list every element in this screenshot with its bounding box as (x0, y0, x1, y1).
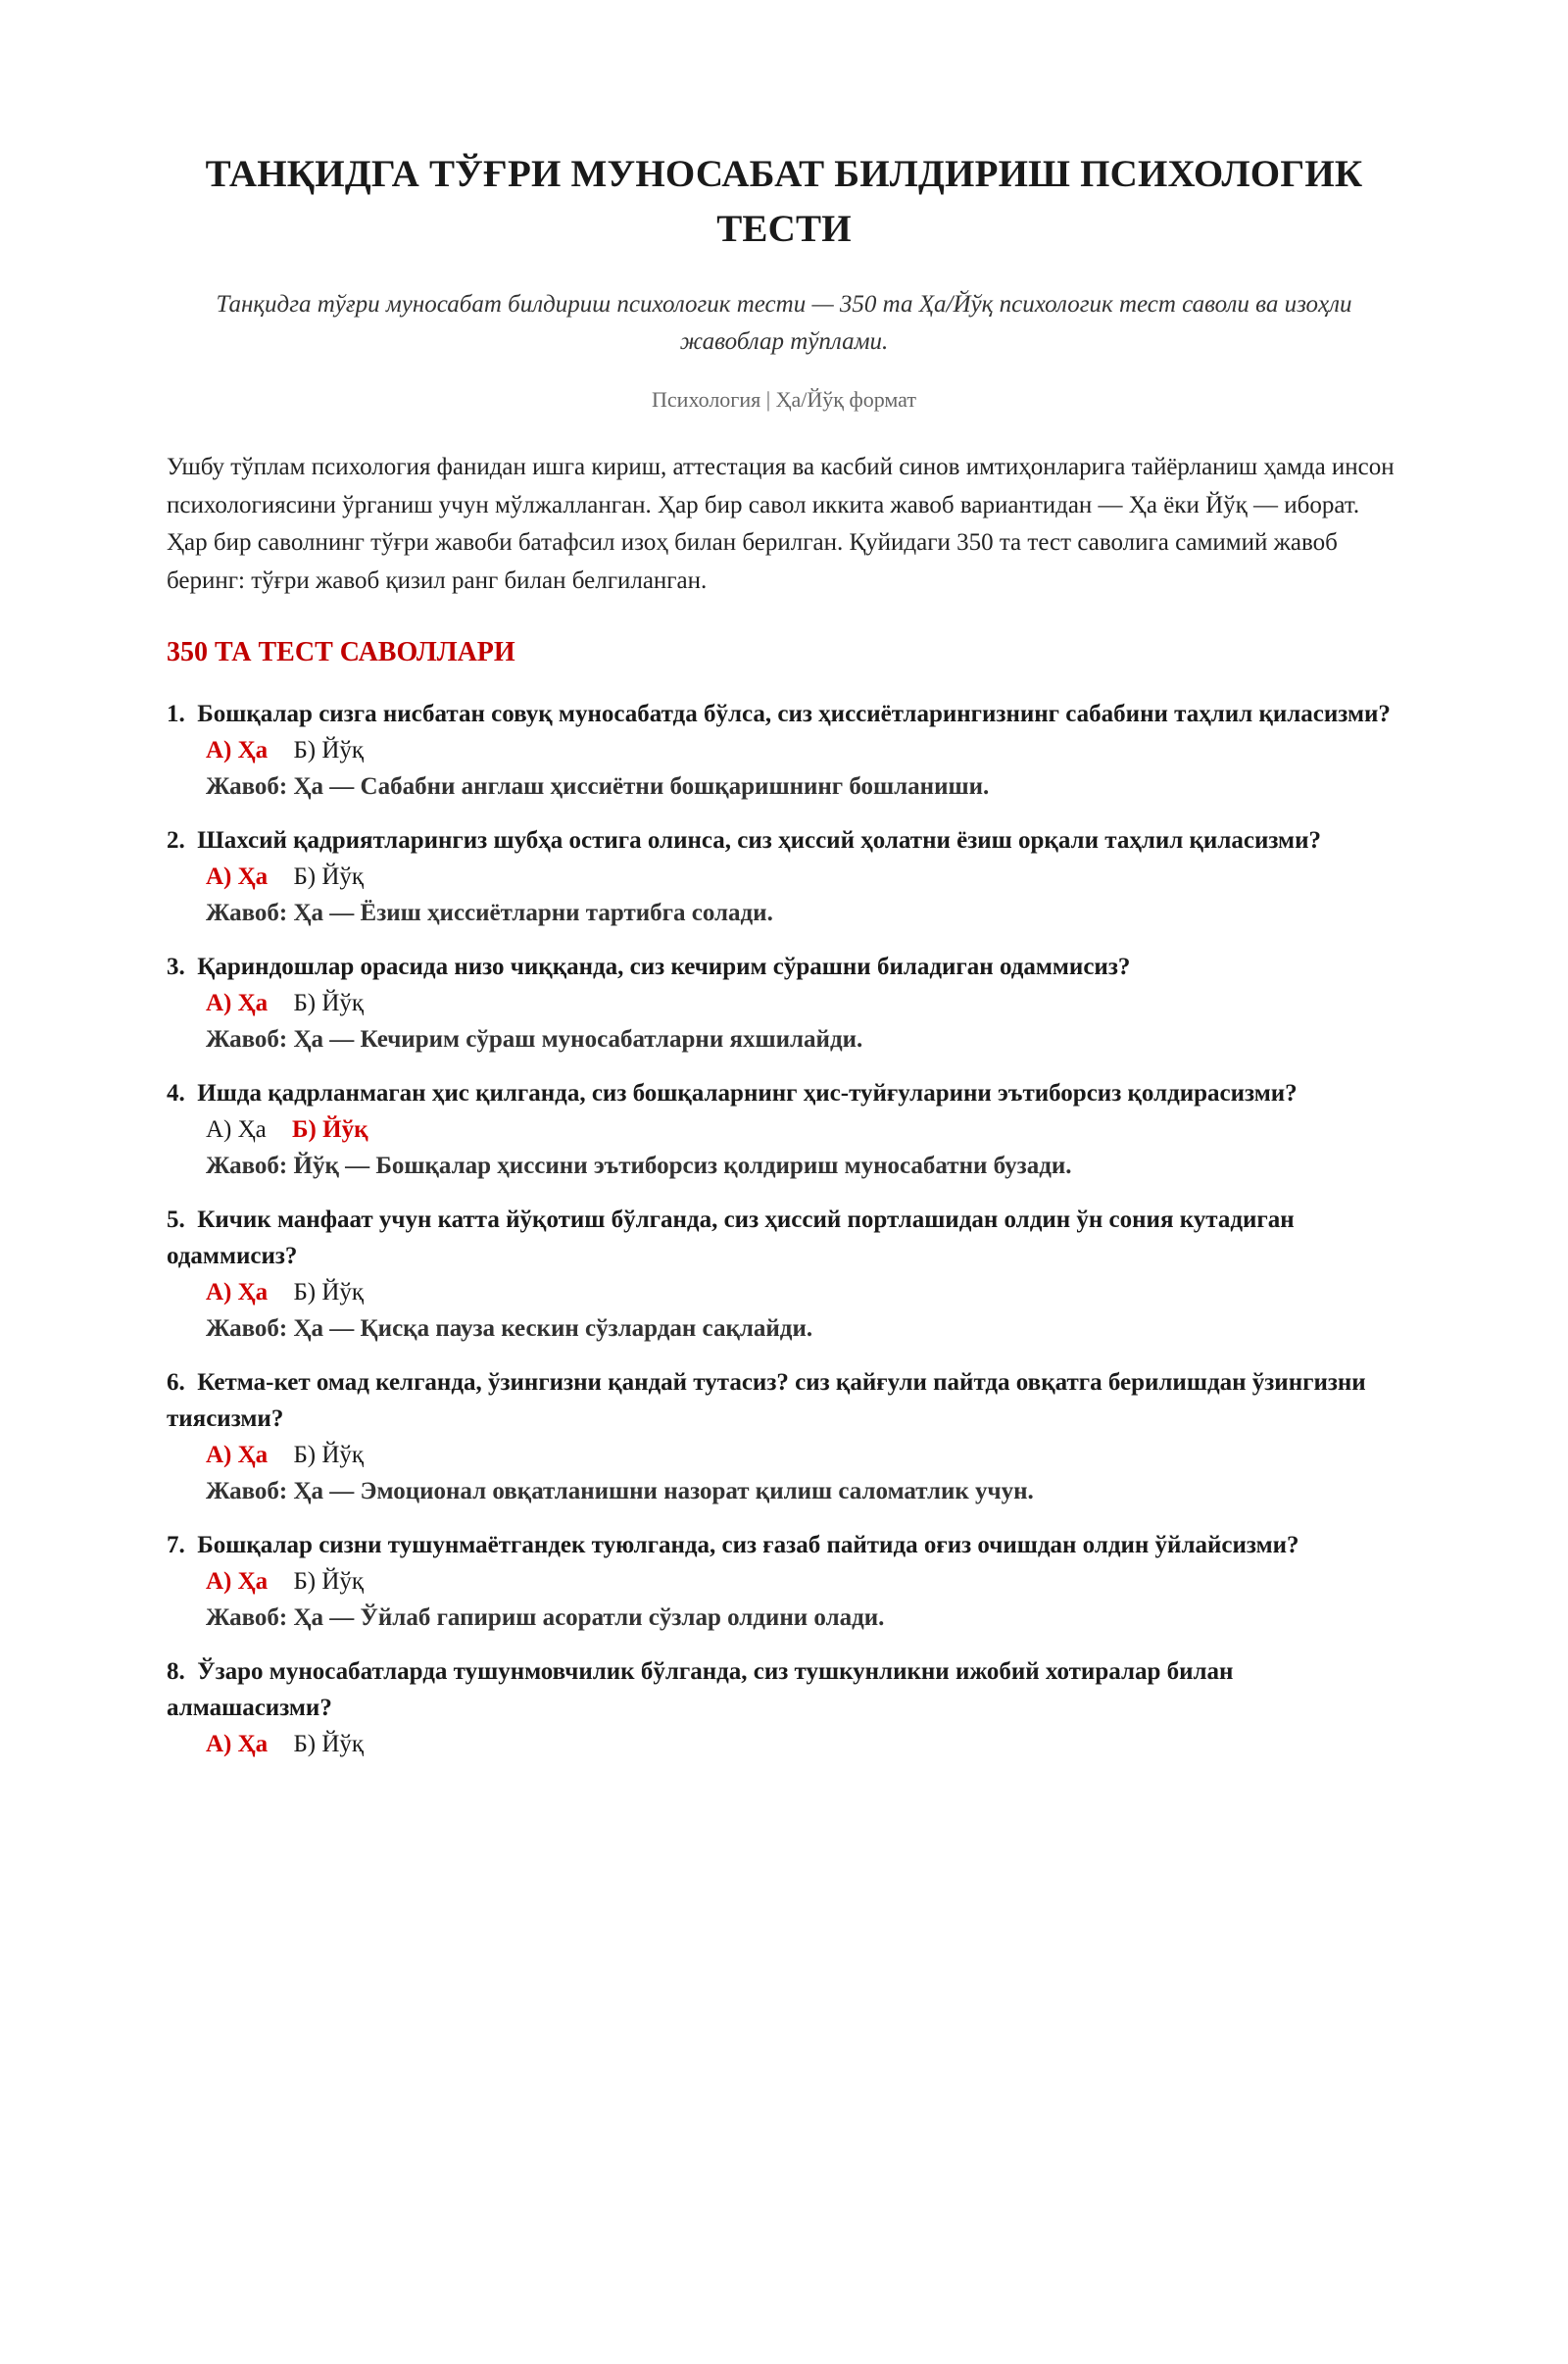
question-text: Қариндошлар орасида низо чиққанда, сиз кечирим сўрашни биладиган одаммисиз? (197, 954, 1131, 980)
option-a[interactable]: А) Ҳа (206, 990, 269, 1016)
question-options (167, 985, 1401, 1021)
option-a[interactable]: А) Ҳа (206, 737, 269, 763)
question-list (167, 696, 1401, 1762)
option-b[interactable]: Б) Йўқ (293, 737, 365, 763)
question-options (167, 732, 1401, 768)
option-a[interactable]: А) Ҳа (206, 1442, 269, 1468)
question-number: 5. (167, 1207, 185, 1233)
question-options (167, 1274, 1401, 1310)
question-text: Ишда қадрланмаган ҳис қилганда, сиз бошқаларнинг ҳис-туйғуларини эътиборсиз қолдирасизми? (197, 1080, 1298, 1107)
question-text: Шахсий қадриятларингиз шубҳа остига олинса, сиз ҳиссий ҳолатни ёзиш орқали таҳлил қиласизми? (197, 827, 1321, 854)
option-a[interactable]: А) Ҳа (206, 1568, 269, 1595)
question-number: 1. (167, 701, 185, 727)
option-b[interactable]: Б) Йўқ (292, 1116, 368, 1143)
option-a[interactable]: А) Ҳа (206, 1279, 269, 1305)
document-subtitle: Танқидга тўғри муносабат билдириш психологик тести — 350 та Ҳа/Йўқ психологик тест саволи ва изоҳли жавоблар тўплами. (216, 291, 1352, 355)
question-item (167, 1527, 1401, 1636)
answer-explanation: Жавоб: Ҳа — Сабабни англаш ҳиссиётни бошқаришнинг бошланиши. (206, 773, 990, 800)
answer-explanation: Жавоб: Ҳа — Қисқа пауза кескин сўзлардан сақлайди. (206, 1315, 813, 1342)
option-b[interactable]: Б) Йўқ (293, 1568, 365, 1595)
question-options (167, 1437, 1401, 1473)
answer-explanation: Жавоб: Ҳа — Ўйлаб гапириш асоратли сўзлар олдини олади. (206, 1604, 885, 1631)
option-b[interactable]: Б) Йўқ (293, 1442, 365, 1468)
document-title: ТАНҚИДГА ТЎҒРИ МУНОСАБАТ БИЛДИРИШ ПСИХОЛОГИК ТЕСТИ (205, 153, 1363, 250)
question-options (167, 1563, 1401, 1600)
question-item (167, 696, 1401, 805)
question-text: Кичик манфаат учун катта йўқотиш бўлганда, сиз ҳиссий портлашидан олдин ўн сония кутадиган одаммисиз? (167, 1207, 1295, 1269)
question-options (167, 859, 1401, 895)
question-text: Ўзаро муносабатларда тушунмовчилик бўлганда, сиз тушкунликни ижобий хотиралар билан алмашасизми? (167, 1658, 1234, 1721)
question-number: 4. (167, 1080, 185, 1107)
question-item (167, 1364, 1401, 1509)
question-item (167, 949, 1401, 1058)
option-b[interactable]: Б) Йўқ (293, 1731, 365, 1757)
question-number: 6. (167, 1369, 185, 1396)
question-item (167, 1653, 1401, 1762)
question-number: 7. (167, 1532, 185, 1558)
question-number: 2. (167, 827, 185, 854)
answer-explanation: Жавоб: Ҳа — Эмоционал овқатланишни назорат қилиш саломатлик учун. (206, 1478, 1034, 1504)
document-page (0, 147, 1568, 2364)
option-b[interactable]: Б) Йўқ (293, 863, 365, 890)
option-b[interactable]: Б) Йўқ (293, 990, 365, 1016)
question-number: 8. (167, 1658, 185, 1685)
question-item (167, 822, 1401, 931)
question-text: Бошқалар сизни тушунмаётгандек туюлганда, сиз ғазаб пайтида оғиз очишдан олдин ўйлайсизми? (197, 1532, 1299, 1558)
answer-explanation: Жавоб: Ҳа — Кечирим сўраш муносабатларни яхшилайди. (206, 1026, 863, 1053)
question-number: 3. (167, 954, 185, 980)
option-a[interactable]: А) Ҳа (206, 1731, 269, 1757)
question-item (167, 1202, 1401, 1347)
answer-explanation: Жавоб: Йўқ — Бошқалар ҳиссини эътиборсиз қолдириш муносабатни бузади. (206, 1153, 1072, 1179)
section-title: 350 ТА ТЕСТ САВОЛЛАРИ (167, 637, 515, 667)
document-meta: Психология | Ҳа/Йўқ формат (652, 387, 916, 412)
option-a[interactable]: А) Ҳа (206, 1116, 267, 1143)
option-a[interactable]: А) Ҳа (206, 863, 269, 890)
answer-explanation: Жавоб: Ҳа — Ёзиш ҳиссиётларни тартибга солади. (206, 900, 773, 926)
option-b[interactable]: Б) Йўқ (293, 1279, 365, 1305)
question-text: Бошқалар сизга нисбатан совуқ муносабатда бўлса, сиз ҳиссиётларингизнинг сабабини таҳлил қиласизми? (197, 701, 1391, 727)
question-item (167, 1075, 1401, 1184)
question-options (167, 1726, 1401, 1762)
intro-paragraph: Ушбу тўплам психология фанидан ишга кириш, аттестация ва касбий синов имтиҳонларига тайёрланиш ҳамда инсон психологиясини ўрганиш учун мўлжалланган. Ҳар бир савол иккита жавоб вариантидан — Ҳа ёки Йўқ — иборат. Ҳар бир саволнинг тўғри жавоби батафсил изоҳ билан берилган. Қуйидаги 350 та тест саволига самимий жавоб беринг: тўғри жавоб қизил ранг билан белгиланган. (167, 454, 1395, 594)
question-options (167, 1111, 1401, 1148)
question-text: Кетма-кет омад келганда, ўзингизни қандай тутасиз? сиз қайғули пайтда овқатга берилишдан ўзингизни тиясизми? (167, 1369, 1366, 1432)
